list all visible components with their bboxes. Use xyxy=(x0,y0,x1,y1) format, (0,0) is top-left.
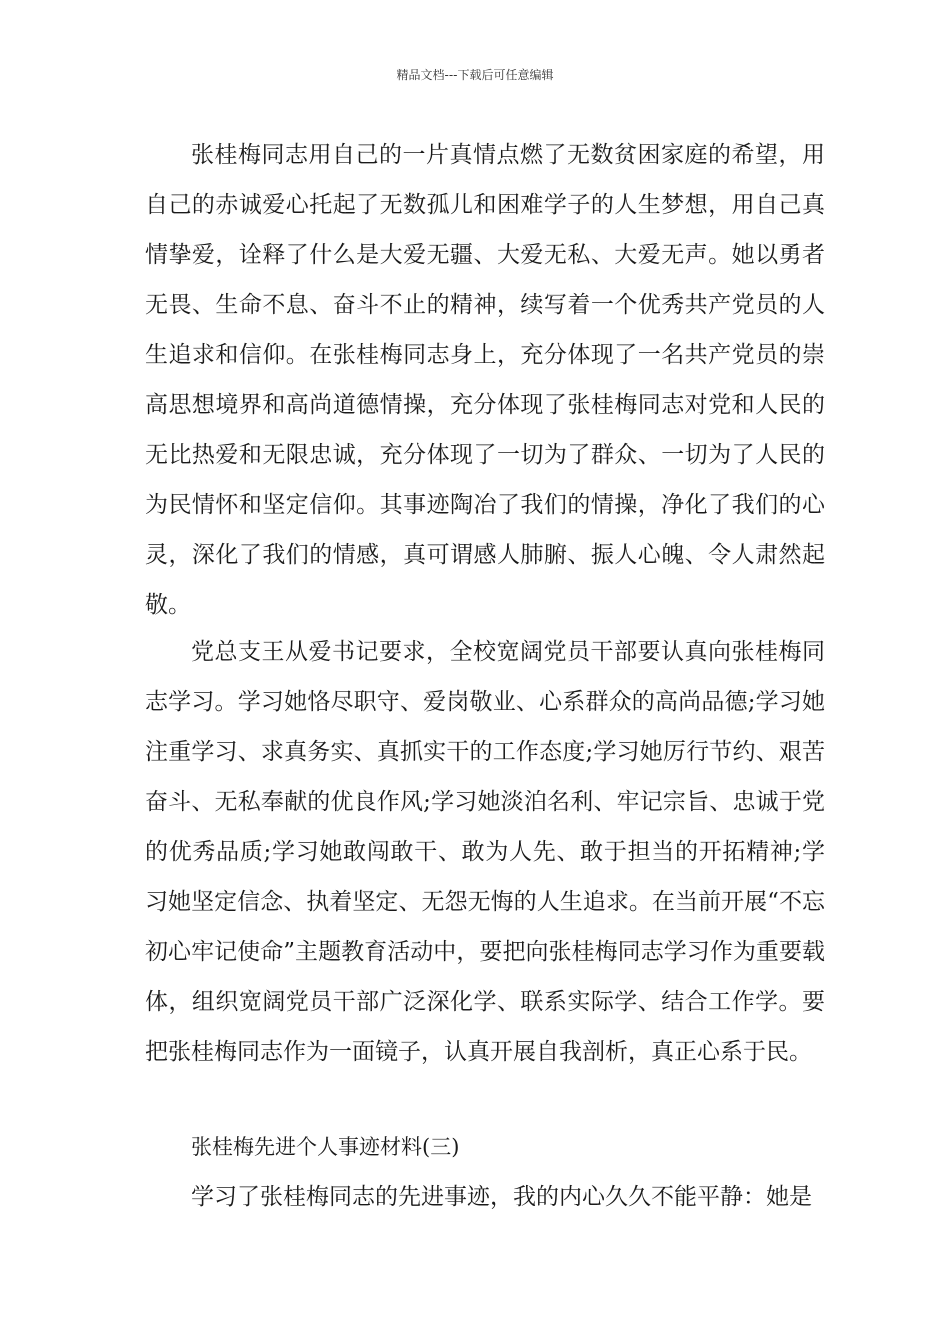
body-paragraph-2: 党总支王从爱书记要求，全校宽阔党员干部要认真向张桂梅同志学习。学习她恪尽职守、爱岗敬业、心系群众的高尚品德;学习她注重学习、求真务实、真抓实干的工作态度;学习她厉行节约、艰苦奋斗、无私奉献的优良作风;学习她淡泊名利、牢记宗旨、忠诚于党的优秀品质;学习她敢闯敢干、敢为人先、敢于担当的开拓精神;学习她坚定信念、执着坚定、无怨无悔的人生追求。在当前开展“不忘初心牢记使命”主题教育活动中，要把向张桂梅同志学习作为重要载体，组织宽阔党员干部广泛深化学、联系实际学、结合工作学。要把张桂梅同志作为一面镜子，认真开展自我剖析，真正心系于民。 xyxy=(145,639,825,1065)
section-heading: 张桂梅先进个人事迹材料(三) xyxy=(191,1135,460,1159)
body-paragraph-3: 学习了张桂梅同志的先进事迹，我的内心久久不能平静：她是 xyxy=(191,1184,812,1210)
body-paragraph-1: 张桂梅同志用自己的一片真情点燃了无数贫困家庭的希望，用自己的赤诚爱心托起了无数孤儿和困难学子的人生梦想，用自己真情挚爱，诠释了什么是大爱无疆、大爱无私、大爱无声。她以勇者无畏、生命不息、奋斗不止的精神，续写着一个优秀共产党员的人生追求和信仰。在张桂梅同志身上，充分体现了一名共产党员的崇高思想境界和高尚道德情操，充分体现了张桂梅同志对党和人民的无比热爱和无限忠诚，充分体现了一切为了群众、一切为了人民的为民情怀和坚定信仰。其事迹陶冶了我们的情操，净化了我们的心灵，深化了我们的情感，真可谓感人肺腑、振人心魄、令人肃然起敬。 xyxy=(145,142,825,618)
page-header: 精品文档---下载后可任意编辑 xyxy=(396,68,554,82)
